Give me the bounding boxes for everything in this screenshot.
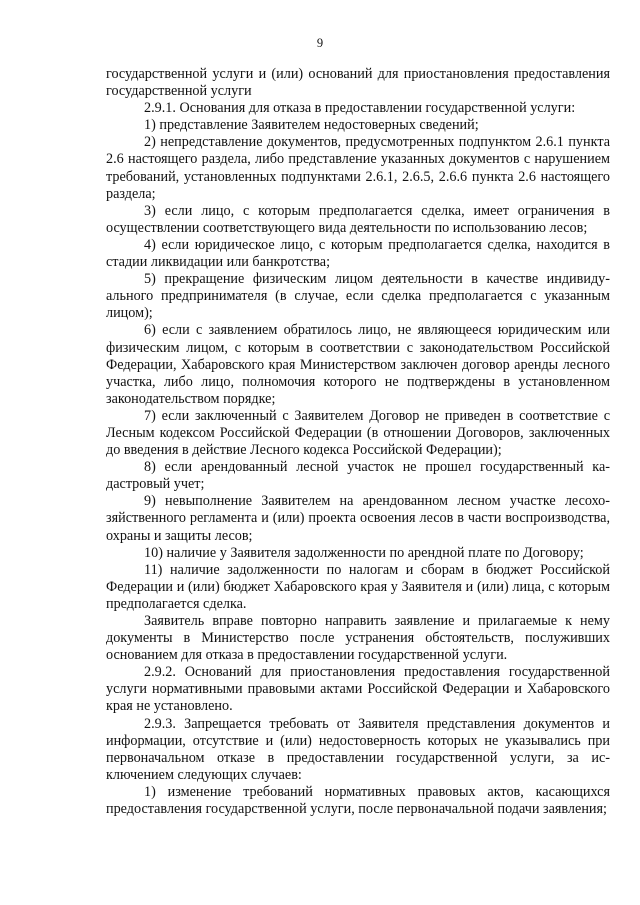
clause-2-9-1-item-5: 5) прекращение физическим лицом деятельности в качестве индивидуального предпринимателя (в случае, если сделка предполагается с указанным лицом); [106,271,610,322]
page-number: 9 [316,36,324,50]
clause-2-9-1-item-3: 3) если лицо, с которым предполагается сделка, имеет ограничения в осуществлении соответствующего вида деятельности по использованию лесов; [106,202,610,236]
clause-2-9-1-item-10: 10) наличие у Заявителя задолженности по арендной плате по Договору; [144,544,584,561]
clause-2-9-1-item-9: 9) невыполнение Заявителем на арендованном лесном участке лесохозяйственного регламента и (или) проекта освоения лесов в части воспроизводства, охраны и защиты лесов; [106,493,610,544]
clause-2-9-1-item-1: 1) представление Заявителем недостоверных сведений; [144,117,479,134]
clause-2-9-1-item-4: 4) если юридическое лицо, с которым предполагается сделка, находится в стадии ликвидации или банкротства; [106,236,610,271]
paragraph-continuation: государственной услуги и (или) оснований для приостановления предоставления государственной услуги [106,66,610,100]
clause-2-9-1-item-7: 7) если заключенный с Заявителем Договор не приведен в соответствие с Лесным кодексом Российской Федерации (в отношении Договоров, заключенных до введения в действие Лесного кодекса Российской Федерации); [106,407,610,459]
clause-2-9-3: 2.9.3. Запрещается требовать от Заявителя представления документов и информации, отсутствие и (или) недостоверность которых не указывались при первоначальном отказе в предоставлении государственной услуги, за исключением следующих случаев: [106,715,610,783]
clause-2-9-1-item-6: 6) если с заявлением обратилось лицо, не являющееся юридическим или физическим лицом, с которым в соответствии с законодательством Российской Федерации, Хабаровского края Министерством заключен договор аренды лесного участка, либо лицо, полномочия которого не подтверждены в установленном законодательством порядке; [106,322,610,407]
document-body [106,66,610,818]
clause-2-9-1-item-11: 11) наличие задолженности по налогам и сборам в бюджет Российской Федерации и (или) бюджет Хабаровского края у Заявителя и (или) лица, с которым предполагается сделка. [106,561,610,612]
reapplication-paragraph: Заявитель вправе повторно направить заявление и прилагаемые к нему документы в Министерство после устранения обстоятельств, послуживших основанием для отказа в предоставлении государственной услуги. [106,613,610,664]
clause-2-9-3-item-1: 1) изменение требований нормативных правовых актов, касающихся предоставления государственной услуги, после первоначальной подачи заявления; [106,783,610,818]
clause-2-9-1-heading: 2.9.1. Основания для отказа в предоставлении государственной услуги: [144,100,576,117]
clause-2-9-2: 2.9.2. Оснований для приостановления предоставления государственной услуги нормативными правовыми актами Российской Федерации и Хабаровского края не установлено. [106,664,610,715]
clause-2-9-1-item-2: 2) непредставление документов, предусмотренных подпунктом 2.6.1 пункта 2.6 настоящего раздела, либо представление указанных документов с нарушением требований, установленных подпунктами 2.6.1, 2.6.5, 2.6.6 пункта 2.6 настоящего раздела; [106,134,610,202]
clause-2-9-1-item-8: 8) если арендованный лесной участок не прошел государственный кадастровый учет; [106,459,610,493]
